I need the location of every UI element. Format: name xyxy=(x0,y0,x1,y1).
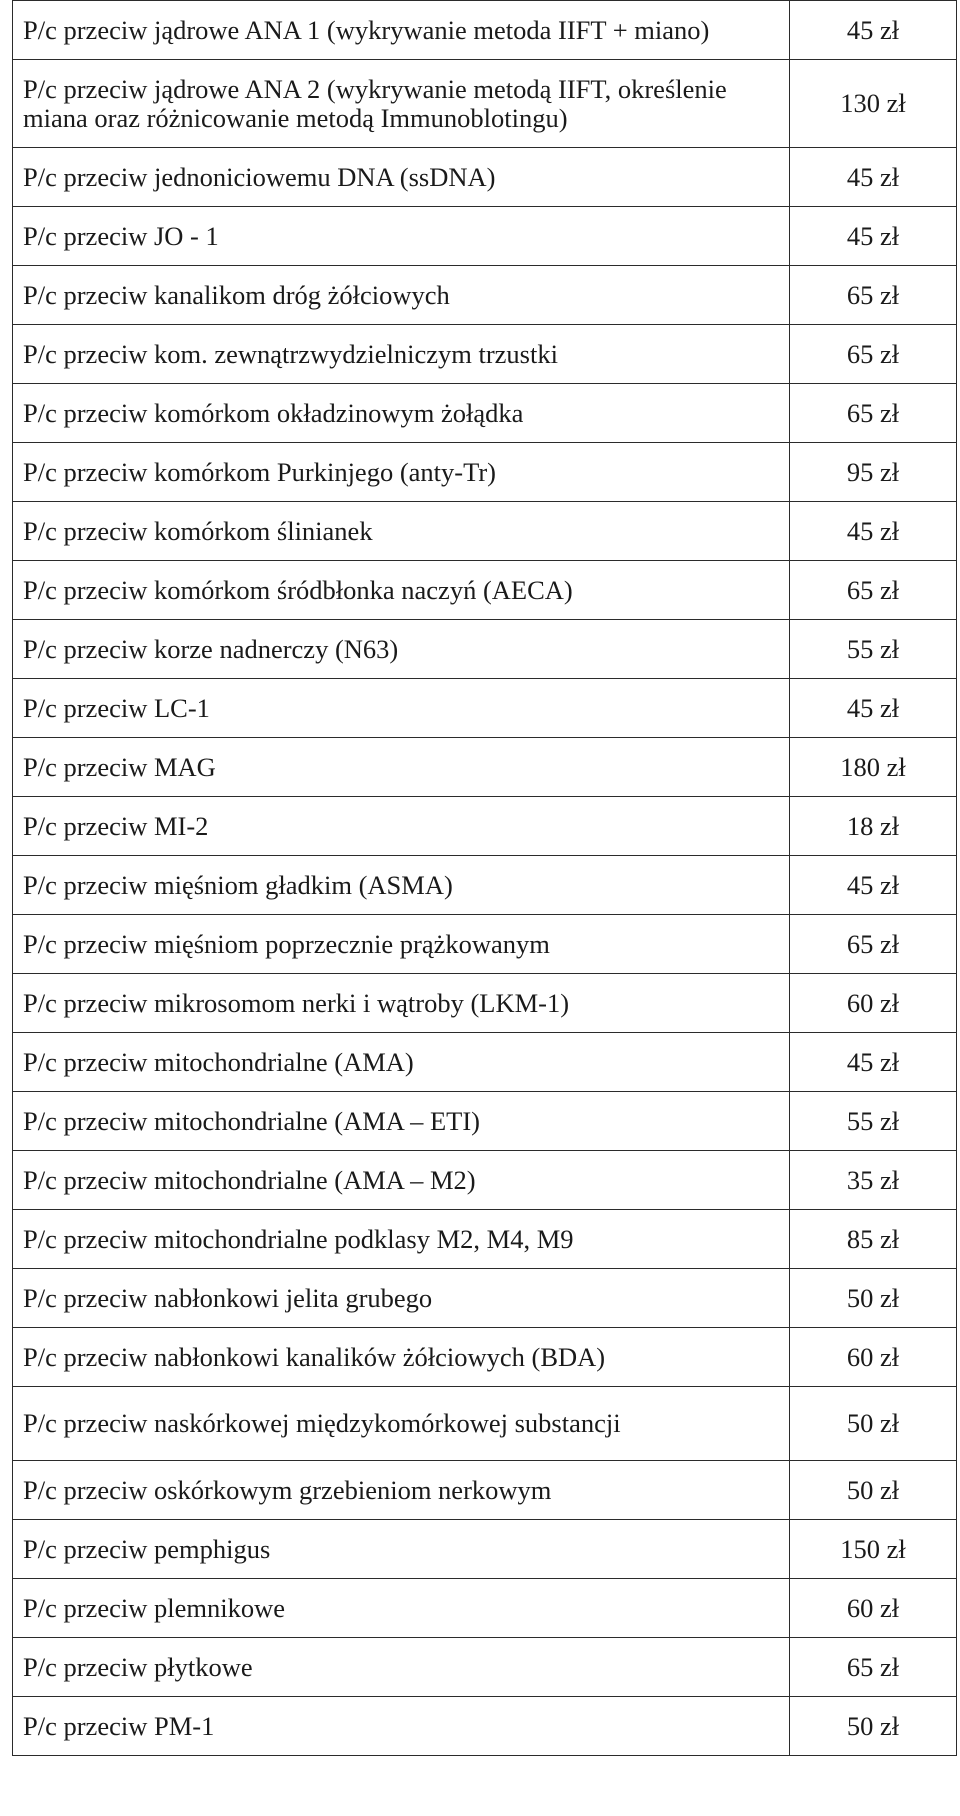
test-price: 65 zł xyxy=(790,1638,957,1697)
test-name: P/c przeciw JO - 1 xyxy=(13,207,790,266)
test-price: 50 zł xyxy=(790,1697,957,1756)
test-price: 18 zł xyxy=(790,797,957,856)
test-name: P/c przeciw mitochondrialne podklasy M2, M4, M9 xyxy=(13,1210,790,1269)
test-name: P/c przeciw plemnikowe xyxy=(13,1579,790,1638)
test-price: 65 zł xyxy=(790,384,957,443)
test-price: 45 zł xyxy=(790,148,957,207)
table-row xyxy=(13,1638,957,1697)
table-row xyxy=(13,1210,957,1269)
price-table xyxy=(12,0,957,1756)
table-row xyxy=(13,384,957,443)
test-name: P/c przeciw kanalikom dróg żółciowych xyxy=(13,266,790,325)
test-name: P/c przeciw kom. zewnątrzwydzielniczym trzustki xyxy=(13,325,790,384)
test-price: 45 zł xyxy=(790,856,957,915)
test-price: 50 zł xyxy=(790,1461,957,1520)
test-price: 55 zł xyxy=(790,1092,957,1151)
test-name: P/c przeciw MAG xyxy=(13,738,790,797)
table-row xyxy=(13,207,957,266)
test-name: P/c przeciw nabłonkowi kanalików żółciowych (BDA) xyxy=(13,1328,790,1387)
table-row xyxy=(13,620,957,679)
table-row xyxy=(13,1387,957,1461)
test-name: P/c przeciw nabłonkowi jelita grubego xyxy=(13,1269,790,1328)
table-row xyxy=(13,915,957,974)
test-price: 180 zł xyxy=(790,738,957,797)
test-name: P/c przeciw mikrosomom nerki i wątroby (LKM-1) xyxy=(13,974,790,1033)
test-price: 60 zł xyxy=(790,1328,957,1387)
test-price: 65 zł xyxy=(790,915,957,974)
table-row xyxy=(13,797,957,856)
test-price: 45 zł xyxy=(790,1,957,60)
test-name: P/c przeciw pemphigus xyxy=(13,1520,790,1579)
test-name: P/c przeciw mitochondrialne (AMA – M2) xyxy=(13,1151,790,1210)
table-row xyxy=(13,266,957,325)
test-price: 45 zł xyxy=(790,502,957,561)
table-row xyxy=(13,974,957,1033)
test-price: 50 zł xyxy=(790,1269,957,1328)
table-row xyxy=(13,1579,957,1638)
table-row xyxy=(13,1092,957,1151)
test-price: 45 zł xyxy=(790,679,957,738)
test-name: P/c przeciw jednoniciowemu DNA (ssDNA) xyxy=(13,148,790,207)
table-row xyxy=(13,561,957,620)
table-row xyxy=(13,1033,957,1092)
test-name: P/c przeciw jądrowe ANA 1 (wykrywanie metoda IIFT + miano) xyxy=(13,1,790,60)
table-row xyxy=(13,679,957,738)
table-row xyxy=(13,1697,957,1756)
table-row xyxy=(13,1151,957,1210)
test-name: P/c przeciw mięśniom poprzecznie prążkowanym xyxy=(13,915,790,974)
table-row xyxy=(13,1269,957,1328)
table-row xyxy=(13,502,957,561)
test-name: P/c przeciw MI-2 xyxy=(13,797,790,856)
test-price: 65 zł xyxy=(790,325,957,384)
table-row xyxy=(13,325,957,384)
test-name: P/c przeciw PM-1 xyxy=(13,1697,790,1756)
test-name: P/c przeciw mitochondrialne (AMA – ETI) xyxy=(13,1092,790,1151)
test-price: 45 zł xyxy=(790,1033,957,1092)
test-price: 65 zł xyxy=(790,266,957,325)
table-row xyxy=(13,1461,957,1520)
test-price: 85 zł xyxy=(790,1210,957,1269)
test-name: P/c przeciw komórkom Purkinjego (anty-Tr) xyxy=(13,443,790,502)
table-row xyxy=(13,148,957,207)
test-price: 130 zł xyxy=(790,60,957,148)
test-price: 35 zł xyxy=(790,1151,957,1210)
test-price: 65 zł xyxy=(790,561,957,620)
test-price: 95 zł xyxy=(790,443,957,502)
test-name: P/c przeciw komórkom śródbłonka naczyń (AECA) xyxy=(13,561,790,620)
test-name: P/c przeciw LC-1 xyxy=(13,679,790,738)
table-row xyxy=(13,1,957,60)
table-row xyxy=(13,856,957,915)
test-price: 60 zł xyxy=(790,974,957,1033)
test-name: P/c przeciw naskórkowej międzykomórkowej substancji xyxy=(13,1387,790,1461)
test-name: P/c przeciw korze nadnerczy (N63) xyxy=(13,620,790,679)
test-name: P/c przeciw komórkom okładzinowym żołądka xyxy=(13,384,790,443)
test-name: P/c przeciw mitochondrialne (AMA) xyxy=(13,1033,790,1092)
test-name: P/c przeciw oskórkowym grzebieniom nerkowym xyxy=(13,1461,790,1520)
test-name: P/c przeciw mięśniom gładkim (ASMA) xyxy=(13,856,790,915)
test-name: P/c przeciw komórkom ślinianek xyxy=(13,502,790,561)
test-name: P/c przeciw płytkowe xyxy=(13,1638,790,1697)
table-row xyxy=(13,60,957,148)
test-price: 60 zł xyxy=(790,1579,957,1638)
test-price: 55 zł xyxy=(790,620,957,679)
test-price: 50 zł xyxy=(790,1387,957,1461)
test-price: 45 zł xyxy=(790,207,957,266)
table-row xyxy=(13,1520,957,1579)
table-row xyxy=(13,738,957,797)
table-row xyxy=(13,1328,957,1387)
test-name: P/c przeciw jądrowe ANA 2 (wykrywanie metodą IIFT, określenie miana oraz różnicowanie metodą Immunoblotingu) xyxy=(13,60,790,148)
test-price: 150 zł xyxy=(790,1520,957,1579)
table-row xyxy=(13,443,957,502)
